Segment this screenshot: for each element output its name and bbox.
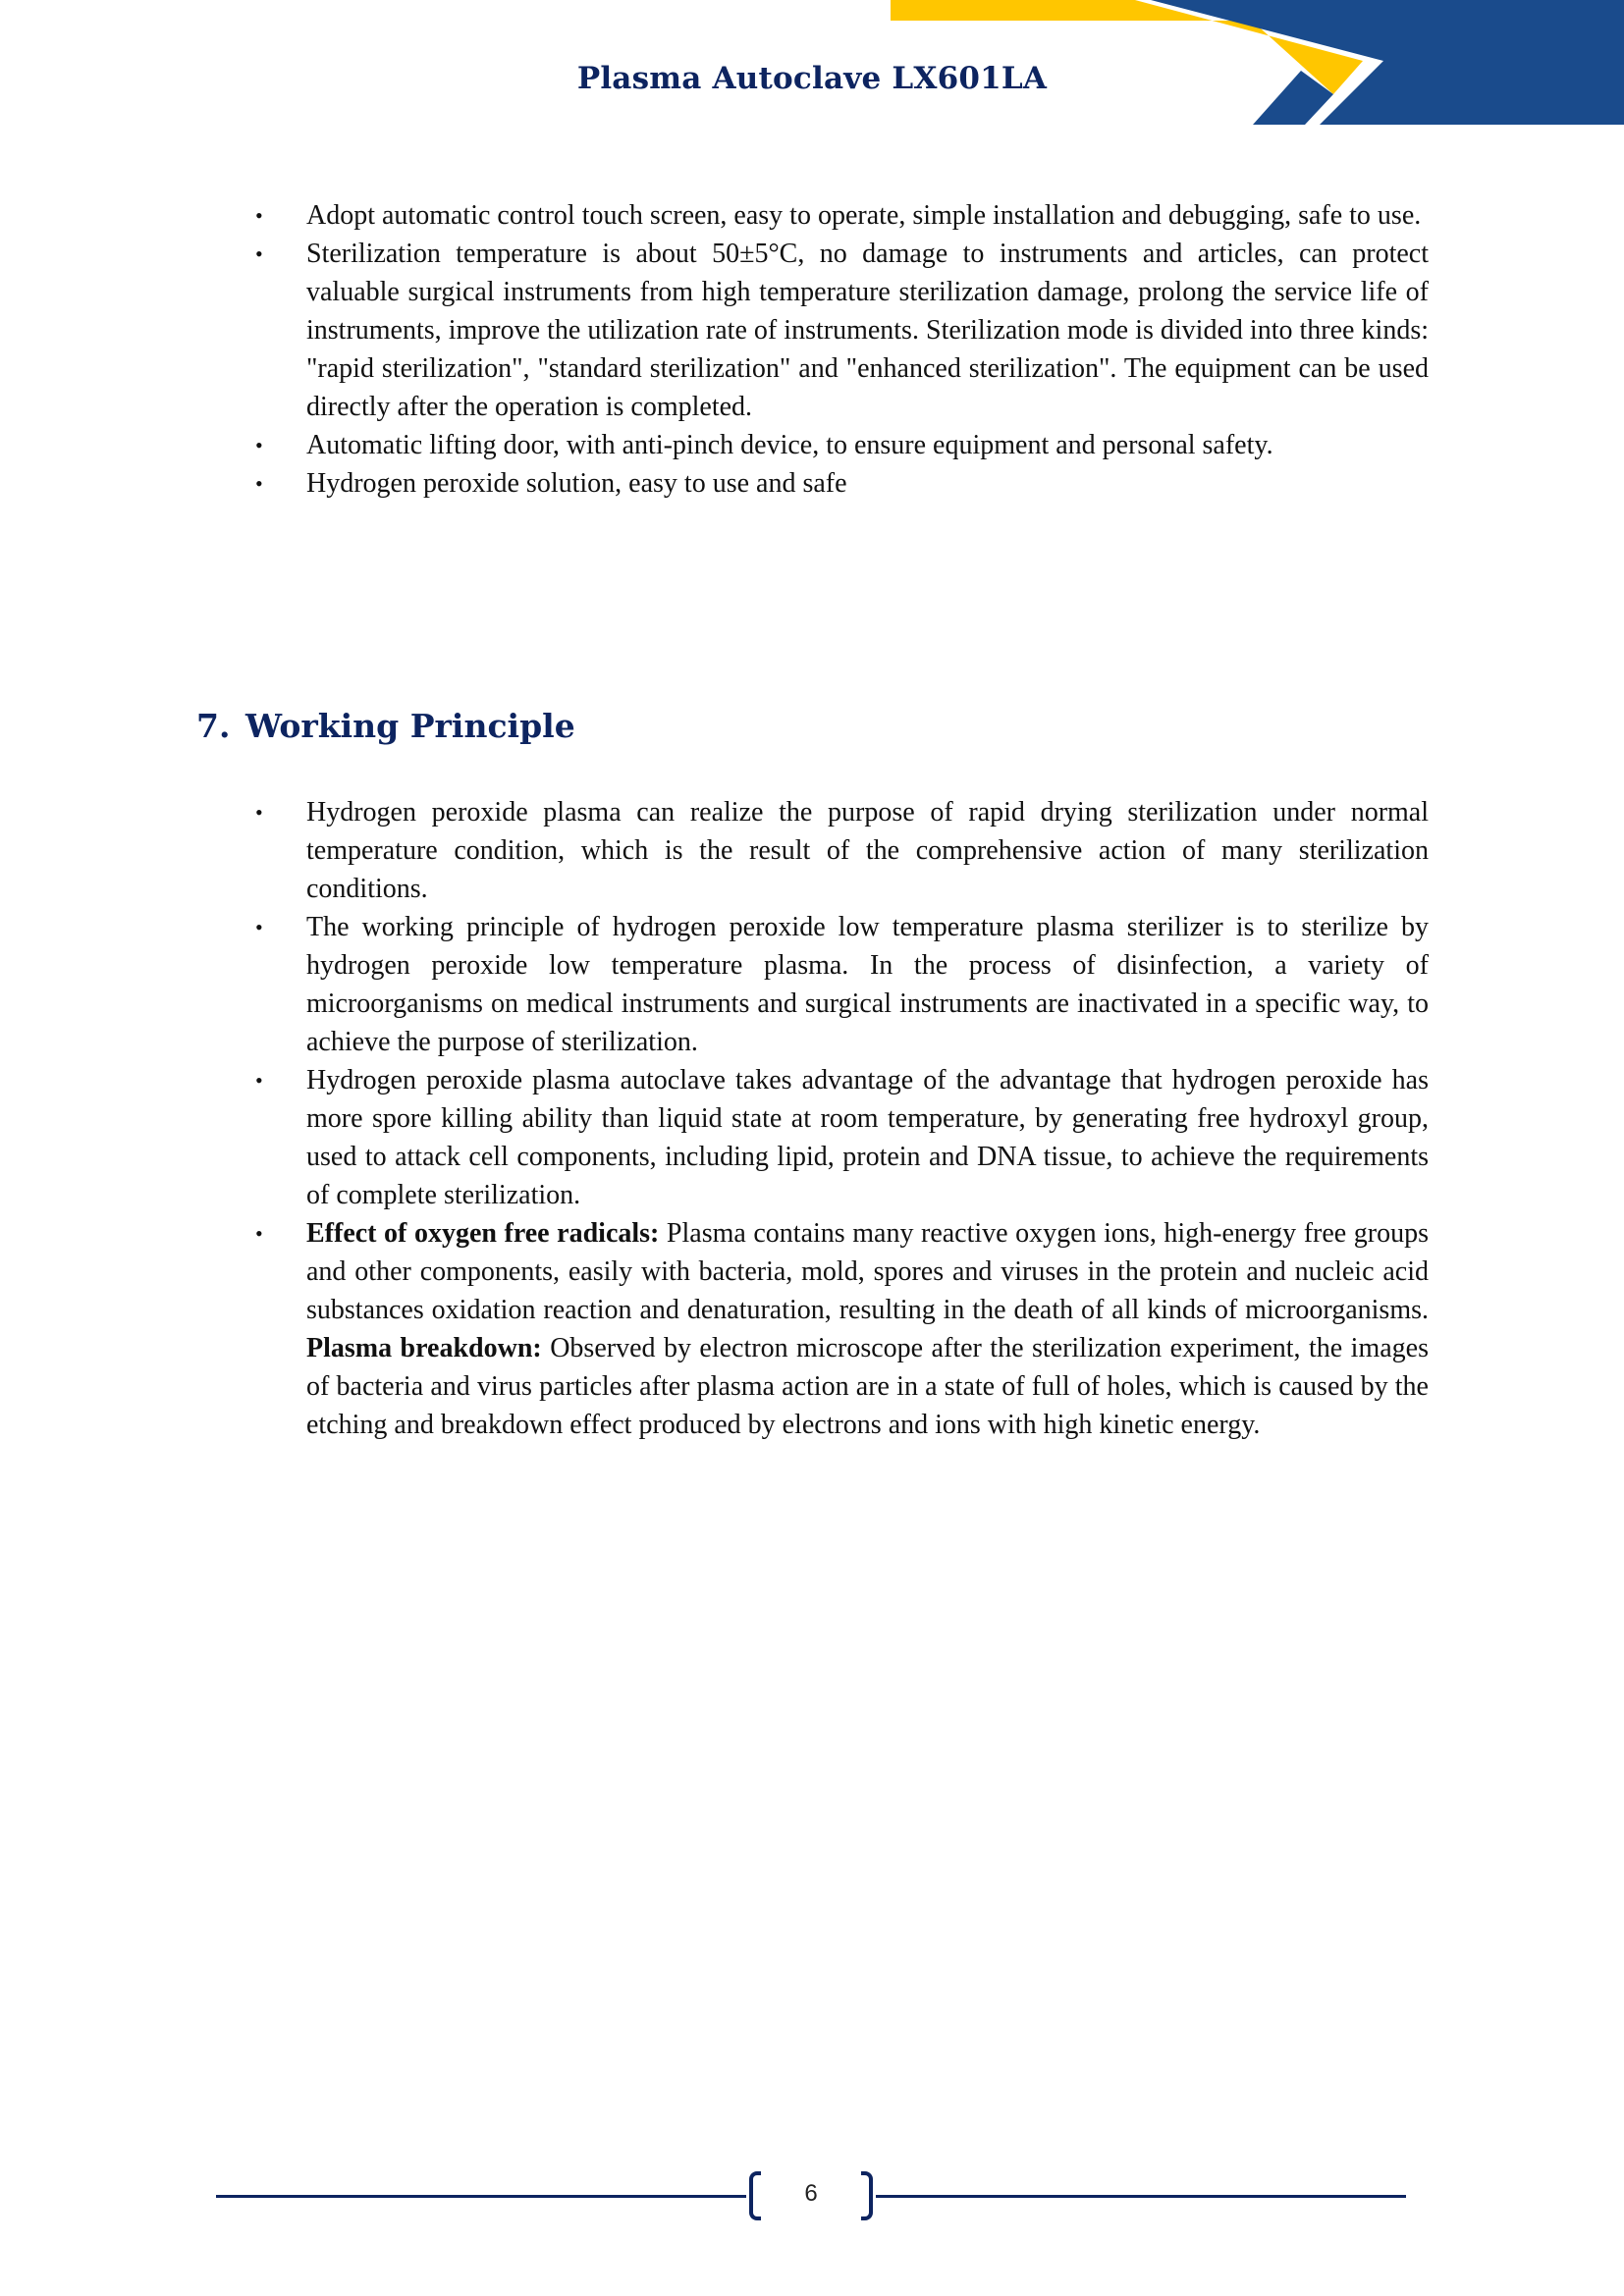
list-item-text: Observed by electron microscope after the sterilization experiment, the images of bacteria and virus particles after plasma action are in a state of full of holes, which is caused by the etching and breakdown effect produced by electrons and ions with high kinetic energy. <box>306 1333 1429 1440</box>
section-heading <box>196 707 575 745</box>
bold-term-oxygen-radicals: Effect of oxygen free radicals: <box>306 1218 660 1249</box>
features-section <box>196 196 1429 503</box>
list-item <box>196 196 1429 235</box>
list-item-text: Adopt automatic control touch screen, easy to operate, simple installation and debugging, safe to use. <box>306 200 1422 231</box>
bullet-icon: • <box>255 1068 263 1093</box>
list-item-text: Sterilization temperature is about 50±5°C, no damage to instruments and articles, can protect valuable surgical instruments from high temperature sterilization damage, prolong the service life of instruments, improve the utilization rate of instruments. Sterilization mode is divided into three kinds: "rapid sterilization", "standard sterilization" and "enhanced sterilization". The equipment can be used directly after the operation is completed. <box>306 239 1429 422</box>
list-item-text: Plasma contains many reactive oxygen ions, high-energy free groups and other components, easily with bacteria, mold, spores and viruses in the protein and nucleic acid substances oxidation reaction and denaturation, resulting in the death of all kinds of microorganisms. <box>306 1218 1429 1325</box>
working-principle-section <box>196 793 1429 1444</box>
bullet-icon: • <box>255 241 263 266</box>
list-item <box>196 1214 1429 1444</box>
list-item-text: The working principle of hydrogen peroxide low temperature plasma sterilizer is to sterilize by hydrogen peroxide low temperature plasma. In the process of disinfection, a variety of microorganisms on medical instruments and surgical instruments are inactivated in a specific way, to achieve the purpose of sterilization. <box>306 912 1429 1057</box>
list-item <box>196 426 1429 464</box>
bullet-icon: • <box>255 915 263 939</box>
document-title: Plasma Autoclave LX601LA <box>576 61 1048 96</box>
bullet-icon: • <box>255 800 263 825</box>
section-title: Working Principle <box>245 707 575 745</box>
bullet-icon: • <box>255 1221 263 1246</box>
page-number: 6 <box>804 2180 818 2207</box>
bullet-icon: • <box>255 471 263 496</box>
list-item-text: Hydrogen peroxide solution, easy to use and safe <box>306 468 847 499</box>
list-item-text: Automatic lifting door, with anti-pinch device, to ensure equipment and personal safety. <box>306 430 1273 460</box>
footer-rule-right <box>876 2195 1406 2198</box>
features-list <box>196 196 1429 503</box>
bullet-icon: • <box>255 203 263 228</box>
right-bracket-icon <box>861 2171 873 2220</box>
section-number: 7. <box>196 707 231 745</box>
list-item <box>196 908 1429 1061</box>
list-item <box>196 464 1429 503</box>
list-item-text: Hydrogen peroxide plasma autoclave takes advantage of the advantage that hydrogen peroxide has more spore killing ability than liquid state at room temperature, by generating free hydroxyl group, used to attack cell components, including lipid, protein and DNA tissue, to achieve the requirements of complete sterilization. <box>306 1065 1429 1210</box>
list-item-text: Hydrogen peroxide plasma can realize the purpose of rapid drying sterilization under normal temperature condition, which is the result of the comprehensive action of many sterilization conditions. <box>306 797 1429 904</box>
list-item <box>196 235 1429 426</box>
bullet-icon: • <box>255 433 263 457</box>
list-item <box>196 793 1429 908</box>
list-item <box>196 1061 1429 1214</box>
page-footer <box>216 2171 1406 2220</box>
bold-term-plasma-breakdown: Plasma breakdown: <box>306 1333 542 1363</box>
principle-list <box>196 793 1429 1444</box>
